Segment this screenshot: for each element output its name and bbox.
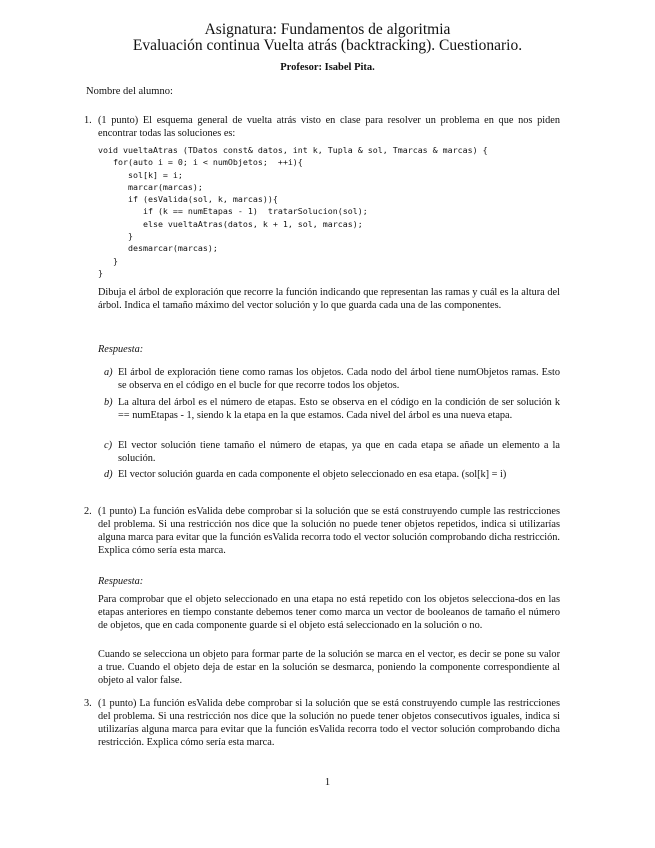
code-line: } (98, 255, 118, 266)
course-title: Asignatura: Fundamentos de algoritmia (204, 21, 451, 38)
professor-name: Profesor: Isabel Pita. (280, 62, 375, 73)
item-text: El vector solución tiene tamaño el número de etapas, ya que en cada etapa se añade un elemento a la solución. (118, 440, 560, 464)
answer-item (104, 396, 560, 422)
code-line: for(auto i = 0; i < numObjetos; ++i){ (98, 157, 303, 168)
question-1-instructions: Dibuja el árbol de exploración que recorre la función indicando que representan las ramas y cuál es la altura del árbol. Indica el tamaño máximo del vector solución y lo que guarda cada una de las componentes. (98, 287, 560, 311)
code-line: marcar(marcas); (98, 181, 203, 192)
question-text: (1 punto) El esquema general de vuelta atrás visto en clase para resolver un problema en que nos piden encontrar todas las soluciones es: (98, 115, 560, 139)
answer-paragraph: Cuando se selecciona un objeto para formar parte de la solución se marca en el vector, es decir se pone su valor a true. Cuando el objeto deja de estar en la solución se desmarca, poniendo la componente correspondiente al objeto al valor false. (98, 649, 560, 686)
code-line: if (esValida(sol, k, marcas)){ (98, 194, 278, 205)
question-number: 1. (84, 115, 92, 126)
question-text: (1 punto) La función esValida debe comprobar si la solución que se está construyendo cumple las restricciones del problema. Si una restricción nos dice que la solución no puede tener objetos consecutivos iguales, indica si utilizarías alguna marca para evitar que la función esValida recorra todo el vector solución comprobando dicha restricción. Explica cómo sería esta marca. (98, 698, 560, 748)
item-label: a) (104, 367, 113, 378)
code-line: } (98, 231, 133, 242)
item-label: b) (104, 397, 113, 408)
code-line: void vueltaAtras (TDatos const& datos, int k, Tupla & sol, Tmarcas & marcas) { (98, 145, 488, 155)
question-2 (84, 505, 560, 557)
answer-heading: Respuesta: (98, 344, 144, 355)
code-line: else vueltaAtras(datos, k + 1, sol, marcas); (98, 218, 363, 229)
student-name-label: Nombre del alumno: (86, 86, 173, 97)
answer-paragraph: Para comprobar que el objeto seleccionado en una etapa no está repetido con los objetos selecciona-dos en las etapas anteriores en tiempo constante debemos tener como marca un vector de booleanos de tamaño el número de objetos, que en cada componente guarde si el objeto está seleccionado en la solución o no. (98, 594, 560, 631)
code-line: if (k == numEtapas - 1) tratarSolucion(sol); (98, 206, 368, 217)
question-number: 2. (84, 506, 92, 517)
question-1 (84, 114, 560, 140)
code-line: } (98, 267, 103, 278)
question-number: 3. (84, 698, 92, 709)
item-label: d) (104, 469, 113, 480)
answer-item (104, 366, 560, 392)
item-text: El vector solución guarda en cada componente el objeto seleccionado en esa etapa. (sol[k] = i) (118, 469, 507, 480)
item-label: c) (104, 440, 112, 451)
answer-item (104, 439, 560, 465)
code-line: sol[k] = i; (98, 169, 183, 180)
answer-item (104, 468, 560, 481)
question-3 (84, 697, 560, 749)
item-text: La altura del árbol es el número de etapas. Esto se observa en el código en la condición de ser solución k == numEtapas - 1, siendo k la etapa en la que estamos. Cada nivel del árbol es una nueva etapa. (118, 397, 560, 421)
item-text: El árbol de exploración tiene como ramas los objetos. Cada nodo del árbol tiene numObjetos ramas. Esto se observa en el código en el bucle for que recorre todos los objetos. (118, 367, 560, 391)
page-number: 1 (324, 777, 331, 788)
code-line: desmarcar(marcas); (98, 243, 218, 254)
code-block (98, 144, 488, 279)
question-text: (1 punto) La función esValida debe comprobar si la solución que se está construyendo cumple las restricciones del problema. Si una restricción nos dice que la solución no puede tener objetos repetidos, indica si utilizarías alguna marca para evitar que la función esValida recorra todo el vector solución comprobando dicha restricción. Explica cómo sería esta marca. (98, 506, 560, 556)
assignment-title: Evaluación continua Vuelta atrás (backtracking). Cuestionario. (132, 37, 523, 54)
answer-heading: Respuesta: (98, 576, 144, 587)
